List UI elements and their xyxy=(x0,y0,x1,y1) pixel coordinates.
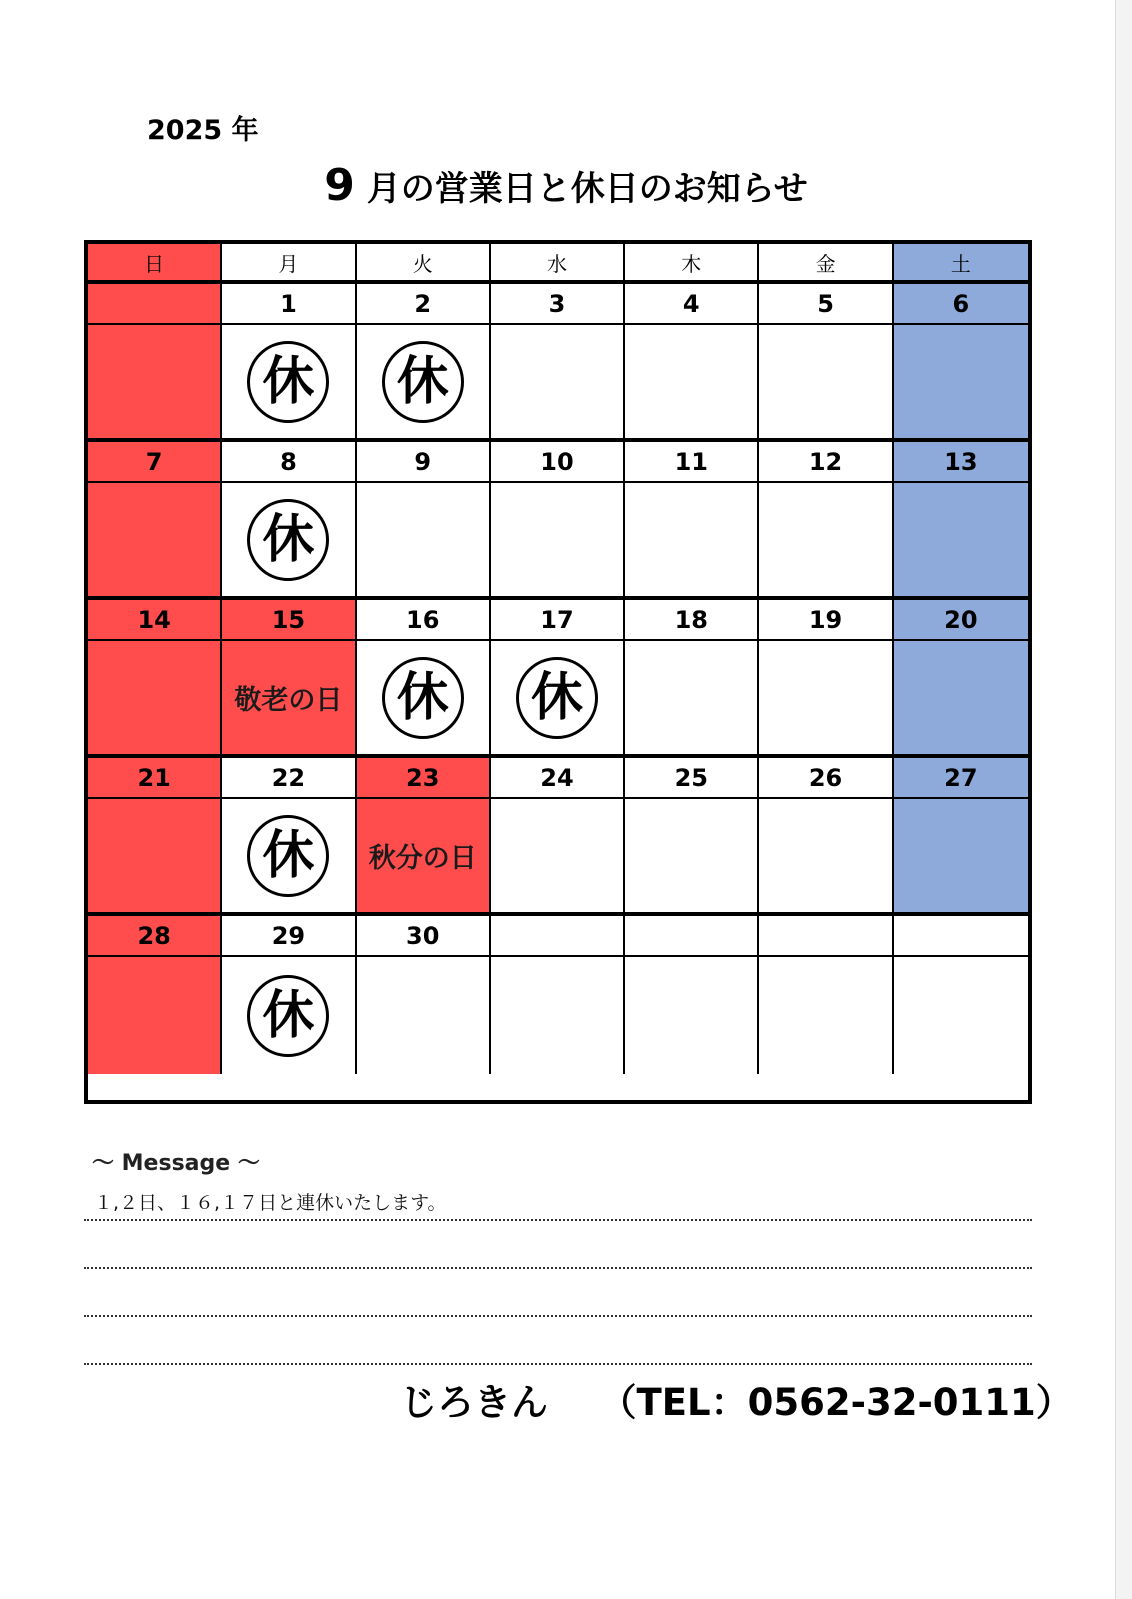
message-line xyxy=(84,1315,1032,1317)
title-month: 9 xyxy=(324,160,355,211)
day-number xyxy=(491,916,625,957)
day-body xyxy=(759,957,893,1074)
day-body xyxy=(491,483,625,600)
day-body xyxy=(88,325,222,442)
closed-day-mark: 休 xyxy=(516,657,598,739)
day-number: 9 xyxy=(357,442,491,483)
day-number: 12 xyxy=(759,442,893,483)
day-body xyxy=(222,483,356,600)
day-body xyxy=(222,325,356,442)
day-body xyxy=(357,957,491,1074)
day-body xyxy=(491,799,625,916)
day-body xyxy=(357,641,491,758)
weekday-header: 月 xyxy=(222,244,356,284)
day-number: 25 xyxy=(625,758,759,799)
message-line xyxy=(84,1267,1032,1269)
day-number: 10 xyxy=(491,442,625,483)
day-body xyxy=(222,799,356,916)
closed-day-mark: 休 xyxy=(247,975,329,1057)
day-number: 19 xyxy=(759,600,893,641)
day-number xyxy=(88,284,222,325)
day-body xyxy=(894,957,1028,1074)
closed-day-mark: 休 xyxy=(382,341,464,423)
weekday-header: 水 xyxy=(491,244,625,284)
day-body xyxy=(759,799,893,916)
day-body xyxy=(894,325,1028,442)
message-line xyxy=(84,1219,1032,1221)
day-number: 7 xyxy=(88,442,222,483)
day-body xyxy=(894,483,1028,600)
page-title xyxy=(0,160,1132,211)
day-number xyxy=(759,916,893,957)
day-body xyxy=(625,325,759,442)
day-number: 5 xyxy=(759,284,893,325)
day-body xyxy=(357,325,491,442)
day-number: 22 xyxy=(222,758,356,799)
day-number: 2 xyxy=(357,284,491,325)
day-body xyxy=(759,325,893,442)
day-number: 23 xyxy=(357,758,491,799)
day-body xyxy=(625,957,759,1074)
weekday-header: 土 xyxy=(894,244,1028,284)
holiday-label: 敬老の日 xyxy=(234,685,343,716)
day-body xyxy=(88,957,222,1074)
year-label: 2025 年 xyxy=(147,115,259,146)
weekday-header: 金 xyxy=(759,244,893,284)
day-body xyxy=(759,641,893,758)
day-number: 1 xyxy=(222,284,356,325)
day-number: 29 xyxy=(222,916,356,957)
day-number: 14 xyxy=(88,600,222,641)
closed-day-mark: 休 xyxy=(382,657,464,739)
holiday-label: 秋分の日 xyxy=(368,843,477,874)
day-body xyxy=(491,641,625,758)
day-number: 3 xyxy=(491,284,625,325)
day-body xyxy=(759,483,893,600)
day-body xyxy=(222,641,356,758)
day-number: 21 xyxy=(88,758,222,799)
day-number: 8 xyxy=(222,442,356,483)
weekday-header: 日 xyxy=(88,244,222,284)
message-line xyxy=(84,1363,1032,1365)
day-number: 15 xyxy=(222,600,356,641)
day-body xyxy=(491,325,625,442)
closed-day-mark: 休 xyxy=(247,341,329,423)
closed-day-mark: 休 xyxy=(247,815,329,897)
footer-contact xyxy=(400,1372,1073,1426)
weekday-header: 木 xyxy=(625,244,759,284)
shop-tel: （TEL：0562-32-0111） xyxy=(599,1381,1073,1424)
day-number: 28 xyxy=(88,916,222,957)
closed-day-mark: 休 xyxy=(247,499,329,581)
day-number: 18 xyxy=(625,600,759,641)
day-number: 13 xyxy=(894,442,1028,483)
message-title: ～ Message ～ xyxy=(92,1151,260,1176)
day-number: 26 xyxy=(759,758,893,799)
message-text: １,２日、１６,１７日と連休いたします。 xyxy=(94,1192,447,1214)
calendar-grid xyxy=(84,240,1032,1104)
day-number xyxy=(625,916,759,957)
day-body xyxy=(222,957,356,1074)
day-body xyxy=(625,641,759,758)
day-number: 11 xyxy=(625,442,759,483)
day-body xyxy=(88,483,222,600)
day-body xyxy=(894,799,1028,916)
day-number xyxy=(894,916,1028,957)
day-number: 4 xyxy=(625,284,759,325)
day-number: 16 xyxy=(357,600,491,641)
shop-name: じろきん xyxy=(400,1381,548,1424)
day-body xyxy=(625,799,759,916)
weekday-header: 火 xyxy=(357,244,491,284)
day-number: 17 xyxy=(491,600,625,641)
day-number: 6 xyxy=(894,284,1028,325)
day-number: 27 xyxy=(894,758,1028,799)
day-number: 30 xyxy=(357,916,491,957)
day-number: 24 xyxy=(491,758,625,799)
day-body xyxy=(88,799,222,916)
day-body xyxy=(625,483,759,600)
day-body xyxy=(88,641,222,758)
title-text: 月の営業日と休日のお知らせ xyxy=(366,169,808,209)
day-body xyxy=(491,957,625,1074)
page-edge xyxy=(1115,0,1132,1599)
day-body xyxy=(357,483,491,600)
day-body xyxy=(357,799,491,916)
day-body xyxy=(894,641,1028,758)
day-number: 20 xyxy=(894,600,1028,641)
